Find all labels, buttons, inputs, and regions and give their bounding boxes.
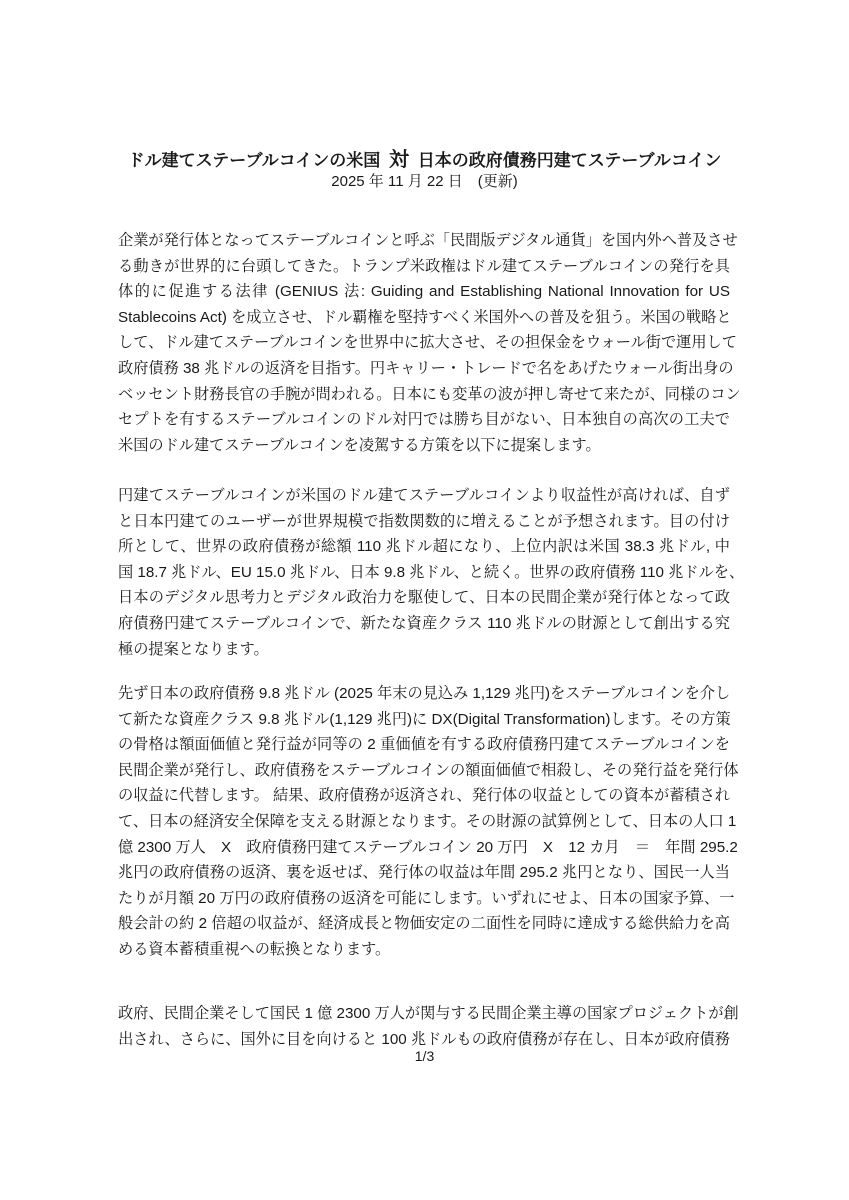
paragraph-1 [118, 228, 741, 458]
text-line: の骨格は額面価値と発行益が同等の 2 重価値を有する政府債務円建てステーブルコインを [118, 736, 730, 754]
text-line: して、ドル建てステーブルコインを世界中に拡大させ、その担保金をウォール街で運用して [118, 334, 737, 352]
text-line: 所として、世界の政府債務が総額 110 兆ドル超になり、上位内訳は米国 38.3 兆ドル, 中 [118, 538, 730, 556]
text-line: 極の提案となります。 [118, 640, 269, 658]
text-line: 日本のデジタル思考力とデジタル政治力を駆使して、日本の民間企業が発行体となって政 [118, 589, 730, 607]
title-left: ドル建てステーブルコインの米国 [127, 151, 381, 170]
paragraph-2 [118, 483, 745, 662]
text-line: 民間企業が発行し、政府債務をステーブルコインの額面価値で相殺し、その発行益を発行体 [118, 761, 739, 779]
text-line: Stablecoins Act) を成立させ、ドル覇権を堅持すべく米国外への普及を狙う。米国の戦略と [118, 308, 732, 326]
paragraph-4 [118, 1001, 739, 1052]
text-line: 先ず日本の政府債務 9.8 兆ドル (2025 年末の見込み 1,129 兆円)をステーブルコインを介し [118, 685, 731, 702]
text-line: る動きが世界的に台頭してきた。トランプ米政権はドル建てステーブルコインの発行を具 [118, 257, 730, 275]
text-line: 米国のドル建てステーブルコインを凌駕する方策を以下に提案します。 [118, 436, 601, 454]
text-line: 億 2300 万人 X 政府債務円建てステーブルコイン 20 万円 X 12 カ月 ＝ 年間 295.2 [118, 838, 738, 856]
text-line: て新たな資産クラス 9.8 兆ドル(1,129 兆円)に DX(Digital Transformation)します。その方策 [118, 710, 731, 728]
text-line: と日本円建てのユーザーが世界規模で指数関数的に増えることが予想されます。目の付け [118, 512, 730, 530]
paragraph-3 [118, 681, 739, 963]
text-line: の収益に代替します。 結果、政府債務が返済され、発行体の収益としての資本が蓄積され [118, 787, 730, 805]
text-line: たりが月額 20 万円の政府債務の返済を可能にします。いずれにせよ、日本の国家予算、一 [118, 889, 735, 907]
text-line: 政府、民間企業そして国民 1 億 2300 万人が関与する民間企業主導の国家プロジェクトが創 [118, 1005, 739, 1022]
document-date: 2025 年 11 月 22 日 (更新) [331, 173, 518, 190]
text-line: 兆円の政府債務の返済、裏を返せば、発行体の収益は年間 295.2 兆円となり、国民一人当 [118, 864, 730, 882]
text-line: ベッセント財務長官の手腕が問われる。日本にも変革の波が押し寄せて来たが、同様のコン [118, 385, 741, 403]
title-vs: 対 [389, 149, 409, 171]
text-line: セプトを有するステーブルコインのドル対円では勝ち目がない、日本独自の高次の工夫で [118, 411, 730, 429]
text-line: 体的に促進する法律 (GENIUS 法: Guiding and Establishing National Innovation for US [118, 283, 730, 301]
text-line: 企業が発行体となってステーブルコインと呼ぶ「民間版デジタル通貨」を国内外へ普及させ [118, 232, 738, 249]
page-number: 1/3 [414, 1048, 435, 1064]
title-right: 日本の政府債務円建てステーブルコイン [417, 151, 722, 170]
text-line: 般会計の約 2 倍超の収益が、経済成長と物価安定の二面性を同時に達成する総供給力を高 [118, 915, 730, 933]
text-line: 国 18.7 兆ドル、EU 15.0 兆ドル、日本 9.8 兆ドル、と続く。世界の政府債務 110 兆ドルを、 [118, 563, 745, 581]
text-line: 出され、さらに、国外に目を向けると 100 兆ドルもの政府債務が存在し、日本が政府債務 [118, 1030, 730, 1048]
text-line: 府債務円建てステーブルコインで、新たな資産クラス 110 兆ドルの財源として創出する究 [118, 614, 730, 632]
text-line: 政府債務 38 兆ドルの返済を目指す。円キャリー・トレードで名をあげたウォール街出身の [118, 359, 734, 377]
document-title [0, 143, 849, 172]
text-line: 円建てステーブルコインが米国のドル建てステーブルコインより収益性が高ければ、自ず [118, 487, 730, 504]
text-line: て、日本の経済安全保障を支える財源となります。その財源の試算例として、日本の人口 1 [118, 812, 737, 830]
text-line: める資本蓄積重視への転換となります。 [118, 940, 391, 958]
